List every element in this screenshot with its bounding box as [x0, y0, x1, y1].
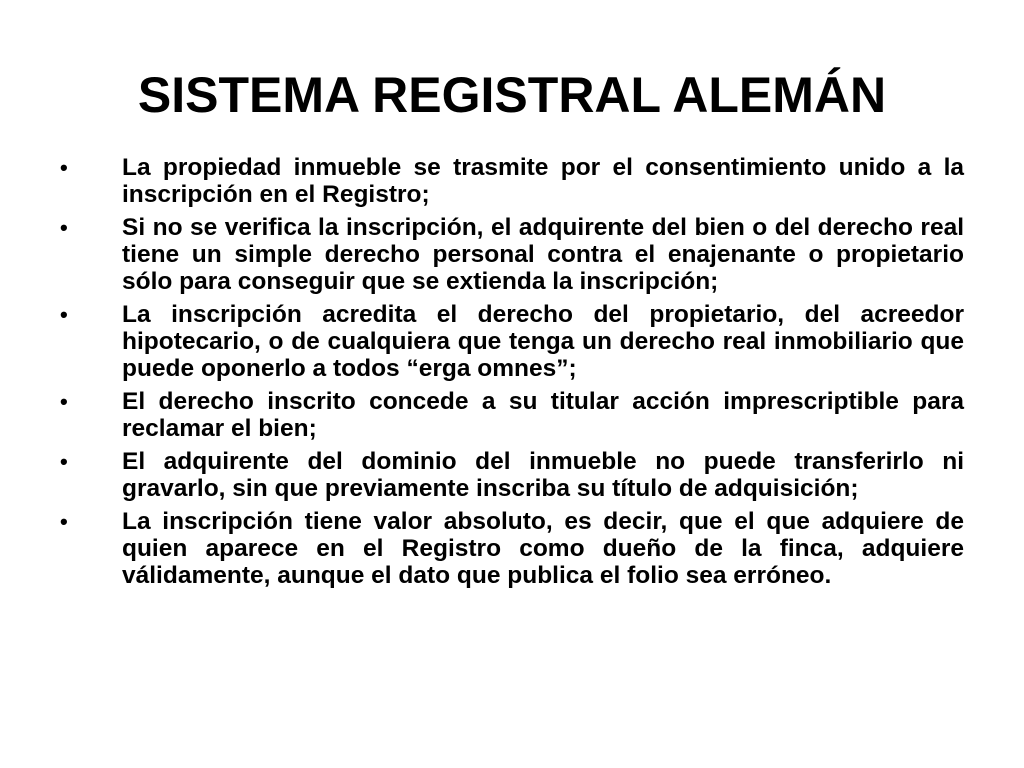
- bullet-list: [52, 154, 964, 595]
- bullet-icon: •: [60, 509, 68, 534]
- bullet-text: La inscripción acredita el derecho del propietario, del acreedor hipotecario, o de cualquiera que tenga un derecho real inmobiliario que puede oponerlo a todos “erga omnes”;: [122, 301, 964, 382]
- bullet-icon: •: [60, 449, 68, 474]
- bullet-text: La propiedad inmueble se trasmite por el consentimiento unido a la inscripción en el Registro;: [122, 154, 964, 208]
- list-item: [52, 508, 964, 589]
- list-item: [52, 154, 964, 208]
- list-item: [52, 388, 964, 442]
- list-item: [52, 214, 964, 295]
- bullet-text: El derecho inscrito concede a su titular acción imprescriptible para reclamar el bien;: [122, 388, 964, 442]
- bullet-icon: •: [60, 215, 68, 240]
- bullet-icon: •: [60, 155, 68, 180]
- bullet-icon: •: [60, 389, 68, 414]
- bullet-text: El adquirente del dominio del inmueble no puede transferirlo ni gravarlo, sin que previamente inscriba su título de adquisición;: [122, 448, 964, 502]
- bullet-text: Si no se verifica la inscripción, el adquirente del bien o del derecho real tiene un simple derecho personal contra el enajenante o propietario sólo para conseguir que se extienda la inscripción;: [122, 214, 964, 295]
- slide-title: SISTEMA REGISTRAL ALEMÁN: [137, 67, 887, 123]
- list-item: [52, 448, 964, 502]
- bullet-icon: •: [60, 302, 68, 327]
- list-item: [52, 301, 964, 382]
- bullet-text: La inscripción tiene valor absoluto, es decir, que el que adquiere de quien aparece en el Registro como dueño de la finca, adquiere válidamente, aunque el dato que publica el folio sea erróneo.: [122, 508, 964, 589]
